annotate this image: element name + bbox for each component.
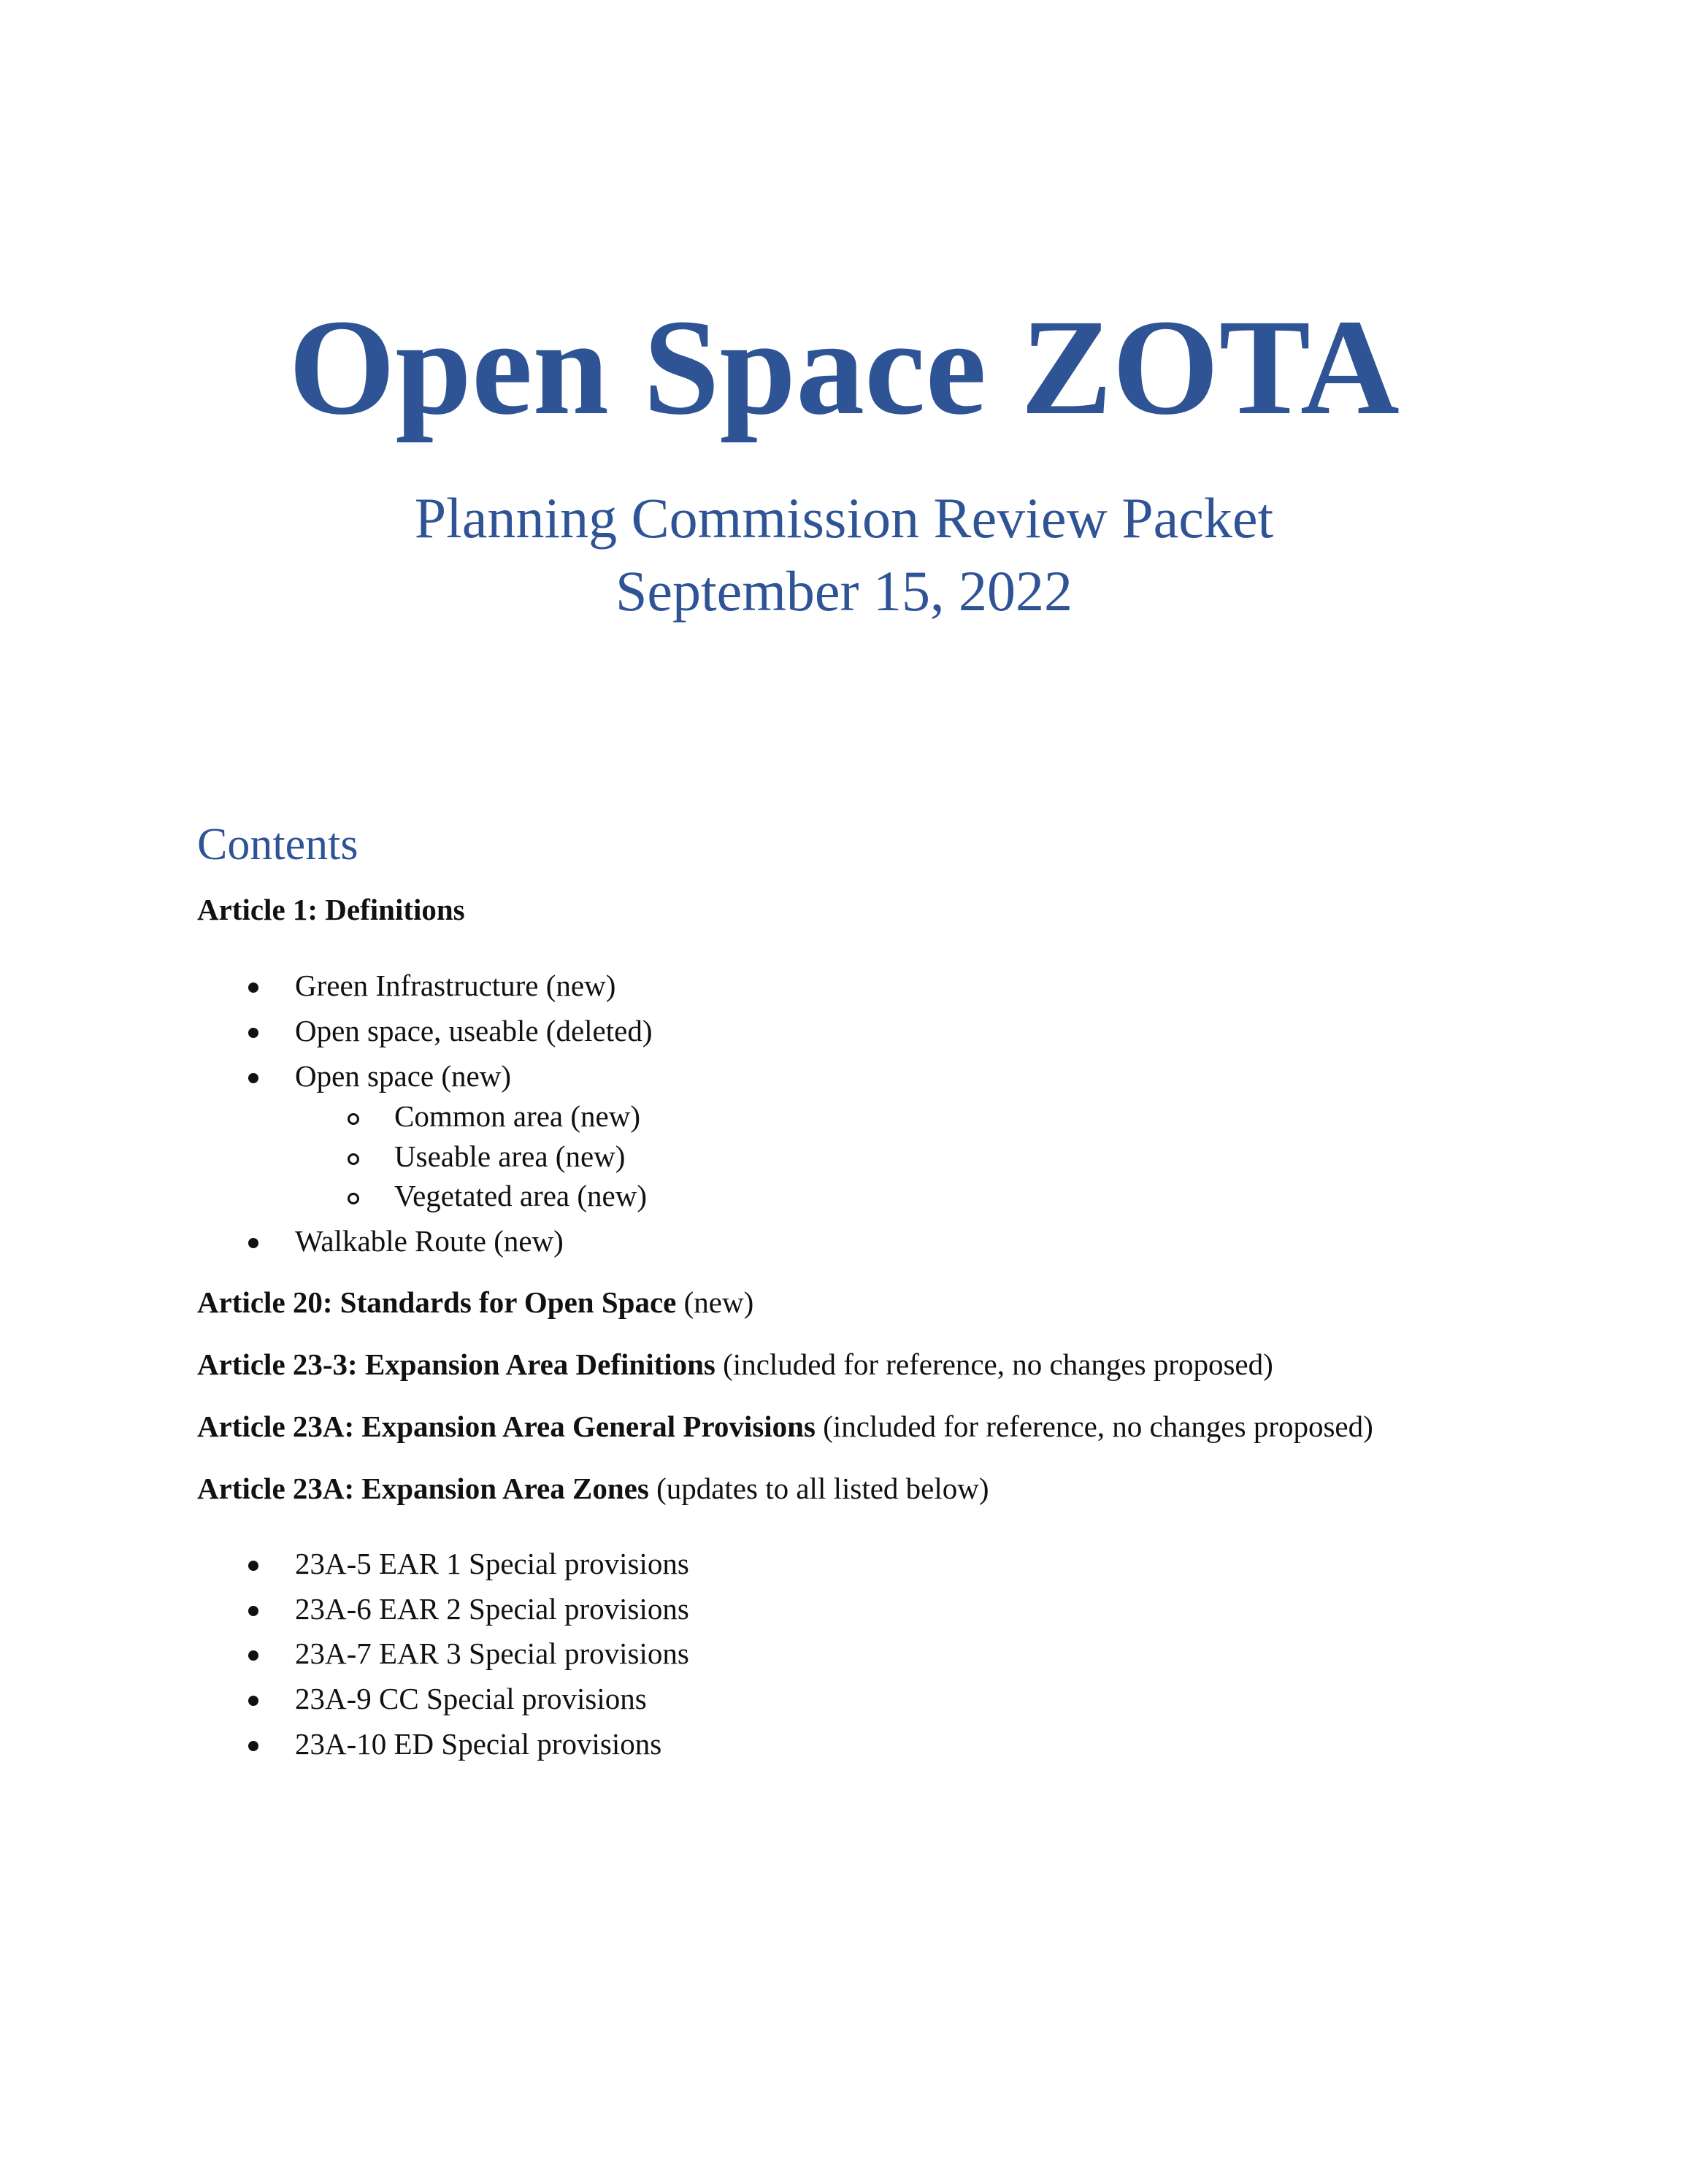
article-20-heading xyxy=(197,1285,753,1320)
bullet-icon xyxy=(248,1696,258,1706)
bullet-icon xyxy=(248,1741,258,1751)
article-23a-general-heading xyxy=(197,1409,1373,1445)
subtitle-packet-name: Planning Commission Review Packet xyxy=(414,486,1274,550)
list-item-label: Open space, useable (deleted) xyxy=(295,1014,653,1047)
document-title: Open Space ZOTA xyxy=(288,291,1400,443)
article-1-heading xyxy=(197,892,465,928)
list-item-label: Open space (new) xyxy=(295,1059,511,1093)
list-item-label: 23A-7 EAR 3 Special provisions xyxy=(295,1637,689,1670)
list-item-label: 23A-5 EAR 1 Special provisions xyxy=(295,1547,689,1580)
list-item-label: 23A-10 ED Special provisions xyxy=(295,1727,662,1761)
article-23-3-note: (included for reference, no changes proposed) xyxy=(715,1347,1273,1381)
article-1-title: Article 1: Definitions xyxy=(197,893,465,926)
article-23-3-heading xyxy=(197,1347,1273,1383)
article-23a-general-note: (included for reference, no changes proposed) xyxy=(815,1410,1373,1443)
bullet-icon xyxy=(248,1650,258,1661)
bullet-icon xyxy=(248,1606,258,1616)
bullet-icon xyxy=(248,983,258,993)
list-item-label: Green Infrastructure (new) xyxy=(295,969,616,1002)
open-bullet-icon xyxy=(348,1193,359,1204)
subtitle-date: September 15, 2022 xyxy=(615,559,1073,623)
article-23a-general-title: Article 23A: Expansion Area General Provisions xyxy=(197,1410,816,1443)
open-bullet-icon xyxy=(348,1113,359,1125)
bullet-icon xyxy=(248,1238,258,1248)
sub-list-item-label: Common area (new) xyxy=(394,1099,640,1133)
article-23a-zones-title: Article 23A: Expansion Area Zones xyxy=(197,1472,649,1505)
sub-list-item-label: Useable area (new) xyxy=(394,1139,626,1173)
article-20-note: (new) xyxy=(676,1285,754,1319)
article-23-3-title: Article 23-3: Expansion Area Definitions xyxy=(197,1347,716,1381)
bullet-icon xyxy=(248,1561,258,1571)
list-item-label: Walkable Route (new) xyxy=(295,1224,564,1258)
article-23a-zones-heading xyxy=(197,1471,989,1507)
article-23a-zones-note: (updates to all listed below) xyxy=(648,1472,989,1505)
article-20-title: Article 20: Standards for Open Space xyxy=(197,1285,677,1319)
contents-heading: Contents xyxy=(197,820,358,869)
document-subtitle xyxy=(0,482,1688,628)
bullet-icon xyxy=(248,1073,258,1083)
list-item-label: 23A-6 EAR 2 Special provisions xyxy=(295,1592,689,1626)
sub-list-item-label: Vegetated area (new) xyxy=(394,1179,647,1212)
open-bullet-icon xyxy=(348,1153,359,1165)
bullet-icon xyxy=(248,1028,258,1038)
list-item-label: 23A-9 CC Special provisions xyxy=(295,1682,647,1715)
